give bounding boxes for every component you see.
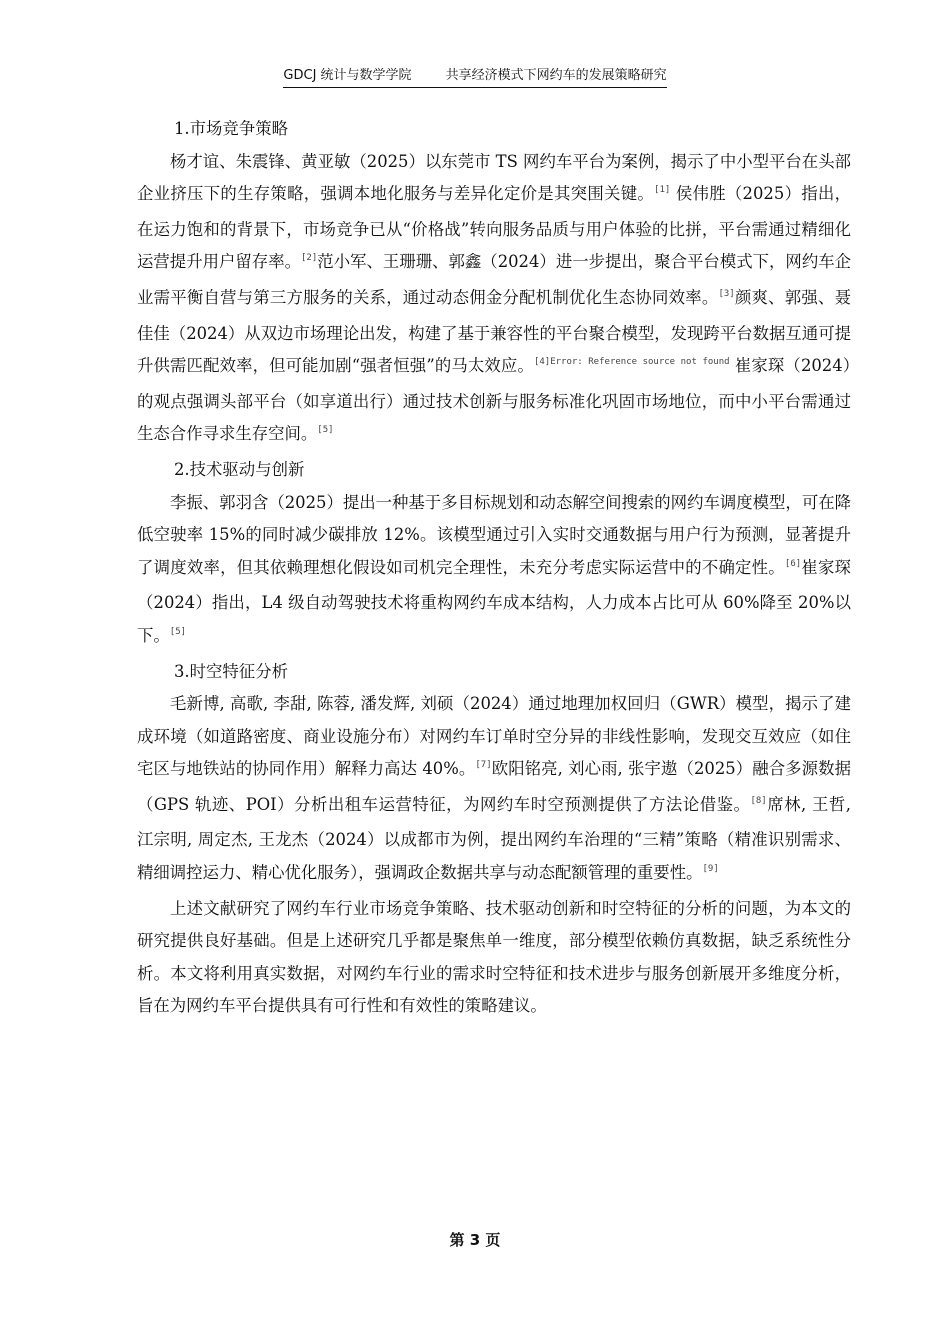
header-thesis-title: 共享经济模式下网约车的发展策略研究 xyxy=(445,68,667,83)
text: 崔家琛（2024）的观点强调头部平台（如享道出行）通过技术创新与服务标准化巩固市场地位，而中小平台需通过生态合作寻求生存空间。 xyxy=(137,356,851,444)
citation-marker: [5] xyxy=(169,626,187,637)
section-heading-2: 2.技术驱动与创新 xyxy=(174,459,305,479)
page-number: 第 3 页 xyxy=(449,1231,501,1249)
citation-marker: [7] xyxy=(475,760,492,771)
text: 欧阳铭亮, 刘心雨, 张宇遨（2025）融合多源数据（GPS 轨迹、POI）分析出租车运营特征，为网约车时空预测提供了方法论借鉴。 xyxy=(137,759,852,814)
text: 崔家琛（2024）指出，L4 级自动驾驶技术将重构网约车成本结构，人力成本占比可从 60%降至 20%以下。 xyxy=(137,557,852,645)
header-school: GDCJ 统计与数学学院 xyxy=(283,68,412,83)
text: 杨才谊、朱震锋、黄亚敏（2025）以东莞市 TS 网约车平台为案例，揭示了中小型平台在头部企业挤压下的生存策略，强调本地化服务与差异化定价是其突围关键。 xyxy=(137,151,851,204)
text: 范小军、王珊珊、郭鑫（2024）进一步提出，聚合平台模式下，网约车企业需平衡自营与第三方服务的关系，通过动态佣金分配机制优化生态协同效率。 xyxy=(137,252,852,307)
page-header xyxy=(0,64,950,88)
text: 颜爽、郭强、聂佳佳（2024）从双边市场理论出发，构建了基于兼容性的平台聚合模型，发现跨平台数据互通可提升供需匹配效率，但可能加剧“强者恒强”的马太效应。 xyxy=(137,287,852,376)
paragraph-technology xyxy=(137,487,851,656)
citation-marker: [1] xyxy=(654,185,671,196)
section-heading-1: 1.市场竞争策略 xyxy=(174,119,288,138)
page-body xyxy=(137,113,851,1023)
text: 毛新博, 高歌, 李甜, 陈蓉, 潘发辉, 刘硕（2024）通过地理加权回归（GWR）模型，揭示了建成环境（如道路密度、商业设施分布）对网约车订单时空分异的非线性影响，发现交互效应（如住宅区与地铁站的协同作用）解释力高达 40%。 xyxy=(137,694,851,779)
citation-marker: [4]Error: Reference source not found xyxy=(533,357,730,368)
paragraph-summary: 上述文献研究了网约车行业市场竞争策略、技术驱动创新和时空特征的分析的问题，为本文的研究提供良好基础。但是上述研究几乎都是聚焦单一维度，部分模型依赖仿真数据，缺乏系统性分析。本文将利用真实数据，对网约车行业的需求时空特征和技术进步与服务创新展开多维度分析，旨在为网约车平台提供具有可行性和有效性的策略建议。 xyxy=(137,898,851,1016)
section-heading-3: 3.时空特征分析 xyxy=(174,661,288,681)
text: 李振、郭羽含（2025）提出一种基于多目标规划和动态解空间搜索的网约车调度模型，可在降低空驶率 15%的同时减少碳排放 12%。该模型通过引入实时交通数据与用户行为预测，显著提升了调度效率，但其依赖理想化假设如司机完全理性，未充分考虑实际运营中的不确定性。 xyxy=(137,492,851,577)
text: 侯伟胜（2025）指出，在运力饱和的背景下，市场竞争已从“价格战”转向服务品质与用户体验的比拼，平台需通过精细化运营提升用户留存率。 xyxy=(137,184,851,272)
paragraph-spatiotemporal xyxy=(137,688,851,893)
citation-marker: [3] xyxy=(718,288,735,299)
citation-marker: [9] xyxy=(702,864,719,875)
citation-marker: [2] xyxy=(301,253,318,264)
header-line xyxy=(283,64,666,88)
citation-marker: [8] xyxy=(750,795,767,806)
paragraph-market-competition xyxy=(137,146,851,454)
citation-marker: [6] xyxy=(784,558,802,569)
citation-marker: [5] xyxy=(317,425,334,436)
text: 席林, 王哲, 江宗明, 周定杰, 王龙杰（2024）以成都市为例，提出网约车治理的“三精”策略（精准识别需求、精细调控运力、精心优化服务），强调政企数据共享与动态配额管理的重要性。 xyxy=(137,794,851,883)
